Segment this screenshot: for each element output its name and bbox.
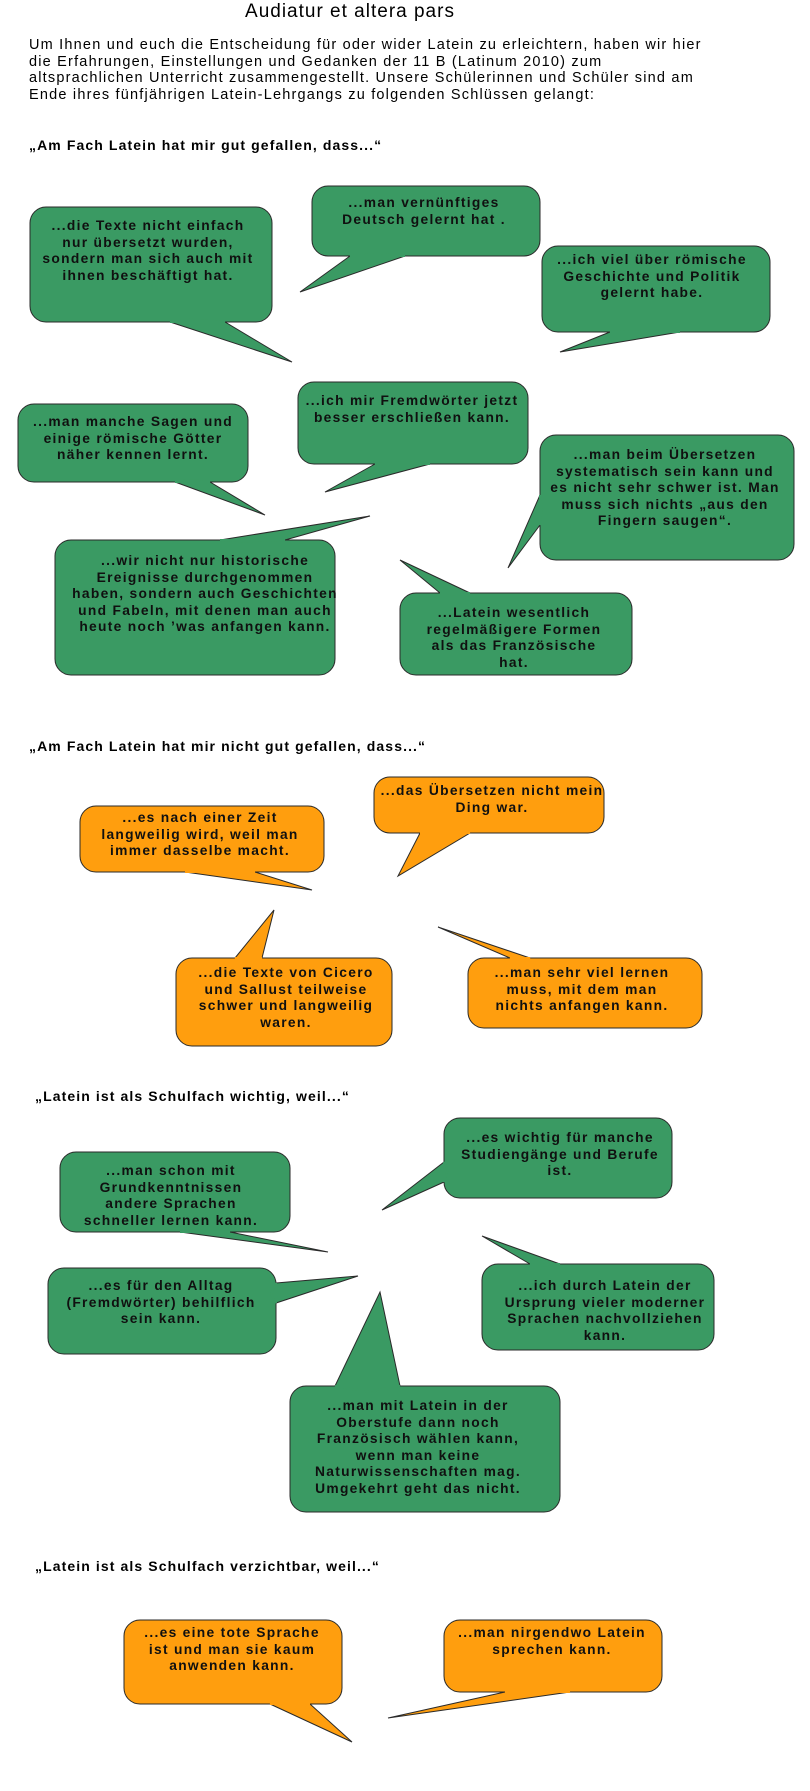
section-heading-disliked: „Am Fach Latein hat mir nicht gut gefallen, dass...“ xyxy=(29,738,427,754)
speech-bubble-seam xyxy=(505,1690,570,1692)
speech-bubble-tail xyxy=(270,1704,352,1742)
important-bubble-origin: ...ich durch Latein der Ursprung vieler moderner Sprachen nachvollziehen kann. xyxy=(504,1278,706,1343)
speech-bubble-tail xyxy=(382,1162,444,1210)
liked-bubble-history: ...ich viel über römische Geschichte und Politik gelernt habe. xyxy=(557,252,747,300)
intro-paragraph: Um Ihnen und euch die Entscheidung für oder wider Latein zu erleichtern, haben wir hier die Erfahrungen, Einstellungen und Gedanken der 11 B (Latinum 2010) zum altsprachlichen Unterricht zusammengestellt. Unsere Schülerinnen und Schüler sind am Ende ihres fünfjährigen Latein-Lehrgangs zu folgenden Schlüssen gelangt: xyxy=(29,37,702,103)
speech-bubble-seam xyxy=(185,871,255,872)
speech-bubble-tail xyxy=(180,1232,328,1252)
important-bubble-everyday: ...es für den Alltag (Fremdwörter) behilflich sein kann. xyxy=(66,1278,256,1326)
dispensable-bubble-speaking: ...man nirgendwo Latein sprechen kann. xyxy=(458,1625,646,1657)
speech-bubble-tail xyxy=(438,927,530,958)
speech-bubble-seam xyxy=(220,540,285,541)
speech-bubble-tail xyxy=(300,256,405,292)
speech-bubble-seam xyxy=(610,331,680,332)
speech-bubble-tail xyxy=(398,833,470,876)
liked-bubble-texts: ...die Texte nicht einfach nur übersetzt wurden, sondern man sich auch mit ihnen beschäftigt hat. xyxy=(42,218,254,283)
section-heading-important: „Latein ist als Schulfach wichtig, weil...“ xyxy=(35,1088,350,1104)
speech-bubble-tail xyxy=(185,872,312,890)
liked-bubble-regular-forms: ...Latein wesentlich regelmäßigere Formen als das Französische hat. xyxy=(426,605,602,670)
speech-bubble-tail xyxy=(175,482,265,515)
disliked-bubble-boring: ...es nach einer Zeit langweilig wird, weil man immer dasselbe macht. xyxy=(101,810,299,858)
speech-bubble-seam xyxy=(375,462,430,464)
speech-bubble-tail xyxy=(335,1292,400,1386)
speech-bubble-tail xyxy=(482,1236,560,1264)
important-bubble-languages: ...man schon mit Grundkenntnissen andere Sprachen schneller lernen kann. xyxy=(83,1163,259,1228)
speech-bubble-tail xyxy=(508,495,540,568)
speech-bubble-seam xyxy=(180,1231,230,1232)
section-heading-liked: „Am Fach Latein hat mir gut gefallen, dass...“ xyxy=(29,137,383,153)
speech-bubble-tail xyxy=(400,560,470,593)
speech-bubble-tail xyxy=(170,322,292,362)
speech-bubble-tail xyxy=(325,464,430,492)
section-heading-dispensable: „Latein ist als Schulfach verzichtbar, weil...“ xyxy=(35,1558,381,1574)
liked-bubble-foreign-words: ...ich mir Fremdwörter jetzt besser erschließen kann. xyxy=(305,393,519,425)
dispensable-bubble-dead-language: ...es eine tote Sprache ist und man sie kaum anwenden kann. xyxy=(144,1625,320,1673)
disliked-bubble-learning: ...man sehr viel lernen muss, mit dem man nichts anfangen kann. xyxy=(494,965,670,1013)
speech-bubble-tail xyxy=(560,332,680,352)
speech-bubble-tail xyxy=(220,516,370,540)
page-title: Audiatur et altera pars xyxy=(245,1,455,22)
liked-bubble-german: ...man vernünftiges Deutsch gelernt hat . xyxy=(342,195,506,227)
speech-bubble-tail xyxy=(276,1276,358,1303)
speech-bubble-tail xyxy=(388,1692,570,1718)
important-bubble-studies: ...es wichtig für manche Studiengänge und Berufe ist. xyxy=(461,1130,659,1178)
disliked-bubble-translating: ...das Übersetzen nicht mein Ding war. xyxy=(380,783,604,815)
disliked-bubble-cicero: ...die Texte von Cicero und Sallust teilweise schwer und langweilig waren. xyxy=(198,965,374,1030)
speech-bubble-tail xyxy=(235,910,274,958)
liked-bubble-stories: ...wir nicht nur historische Ereignisse durchgenommen haben, sondern auch Geschichten und Fabeln, mit denen man auch heute noch ’was anfangen kann. xyxy=(72,553,338,634)
liked-bubble-sagas: ...man manche Sagen und einige römische Götter näher kennen lernt. xyxy=(32,414,234,462)
liked-bubble-systematic: ...man beim Übersetzen systematisch sein kann und es nicht sehr schwer ist. Man muss sich nichts „aus den Fingern saugen“. xyxy=(550,447,780,528)
important-bubble-french: ...man mit Latein in der Oberstufe dann noch Französisch wählen kann, wenn man keine Naturwissenschaften mag. Umgekehrt geht das nicht. xyxy=(314,1398,521,1496)
